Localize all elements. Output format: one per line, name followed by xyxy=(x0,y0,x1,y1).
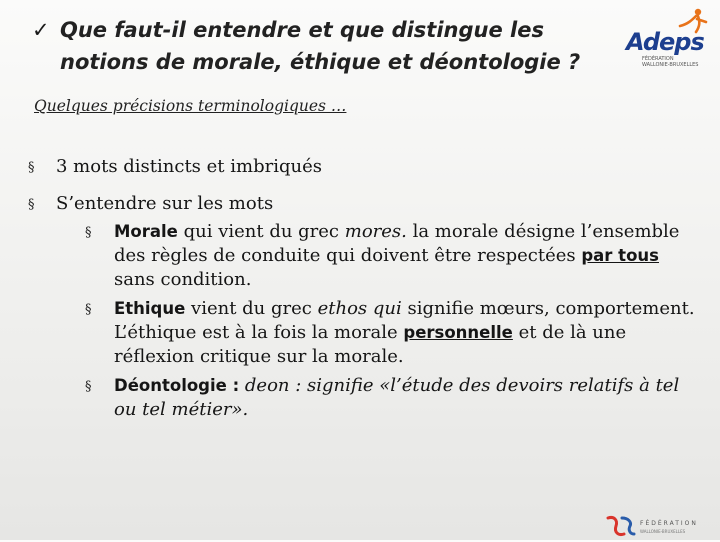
bullet-list xyxy=(28,155,698,427)
slide-title-text: Que faut-il entendre et que distingue les notions de morale, éthique et déontologie ? xyxy=(60,18,581,74)
ethique-text-2: ethos qui xyxy=(317,298,402,319)
adeps-wordmark: Adeps xyxy=(626,28,704,56)
morale-text-3: la morale désigne l’ensemble des règles de conduite qui doivent être respectées xyxy=(114,221,680,266)
square-bullet-icon: § xyxy=(85,379,92,394)
adeps-logo xyxy=(622,6,708,70)
subbullet-ethique xyxy=(28,297,698,369)
bullet-text: 3 mots distincts et imbriqués xyxy=(56,156,322,177)
federation-wordmark: FÉDÉRATION xyxy=(640,520,698,527)
federation-logo xyxy=(604,514,714,538)
slide-title xyxy=(32,14,592,78)
square-bullet-icon: § xyxy=(85,225,92,240)
ethique-text-5: et de là une réflexion critique sur la morale. xyxy=(114,322,627,367)
square-bullet-icon: § xyxy=(28,160,35,175)
term-morale: Morale xyxy=(114,222,178,241)
term-deontologie: Déontologie : xyxy=(114,376,240,395)
morale-text-5: sans condition. xyxy=(114,269,252,290)
subbullet-morale xyxy=(28,220,698,292)
ethique-text-1: vient du grec xyxy=(185,298,318,319)
federation-subtext: WALLONIE-BRUXELLES xyxy=(640,529,686,534)
morale-text-1: qui vient du grec xyxy=(177,221,345,242)
ethique-text-3: signifie mœurs, comportement. L’éthique est à la fois la morale xyxy=(114,298,695,343)
bullet-item xyxy=(28,192,698,216)
federation-emblem-icon xyxy=(604,514,636,538)
square-bullet-icon: § xyxy=(85,302,92,317)
term-ethique: Ethique xyxy=(114,299,186,318)
bullet-item xyxy=(28,155,698,179)
morale-text-4: par tous xyxy=(581,246,659,265)
subbullet-deontologie xyxy=(28,374,698,422)
checkmark-icon: ✓ xyxy=(32,18,50,42)
morale-text-2: mores. xyxy=(344,221,407,242)
bullet-text: S’entendre sur les mots xyxy=(56,193,274,214)
adeps-subtext: FÉDÉRATION WALLONIE-BRUXELLES xyxy=(642,56,699,68)
ethique-text-4: personnelle xyxy=(403,323,513,342)
deontologie-text: deon : signifie «l’étude des devoirs relatifs à tel ou tel métier». xyxy=(114,375,680,420)
section-subtitle: Quelques précisions terminologiques … xyxy=(34,97,347,115)
square-bullet-icon: § xyxy=(28,197,35,212)
